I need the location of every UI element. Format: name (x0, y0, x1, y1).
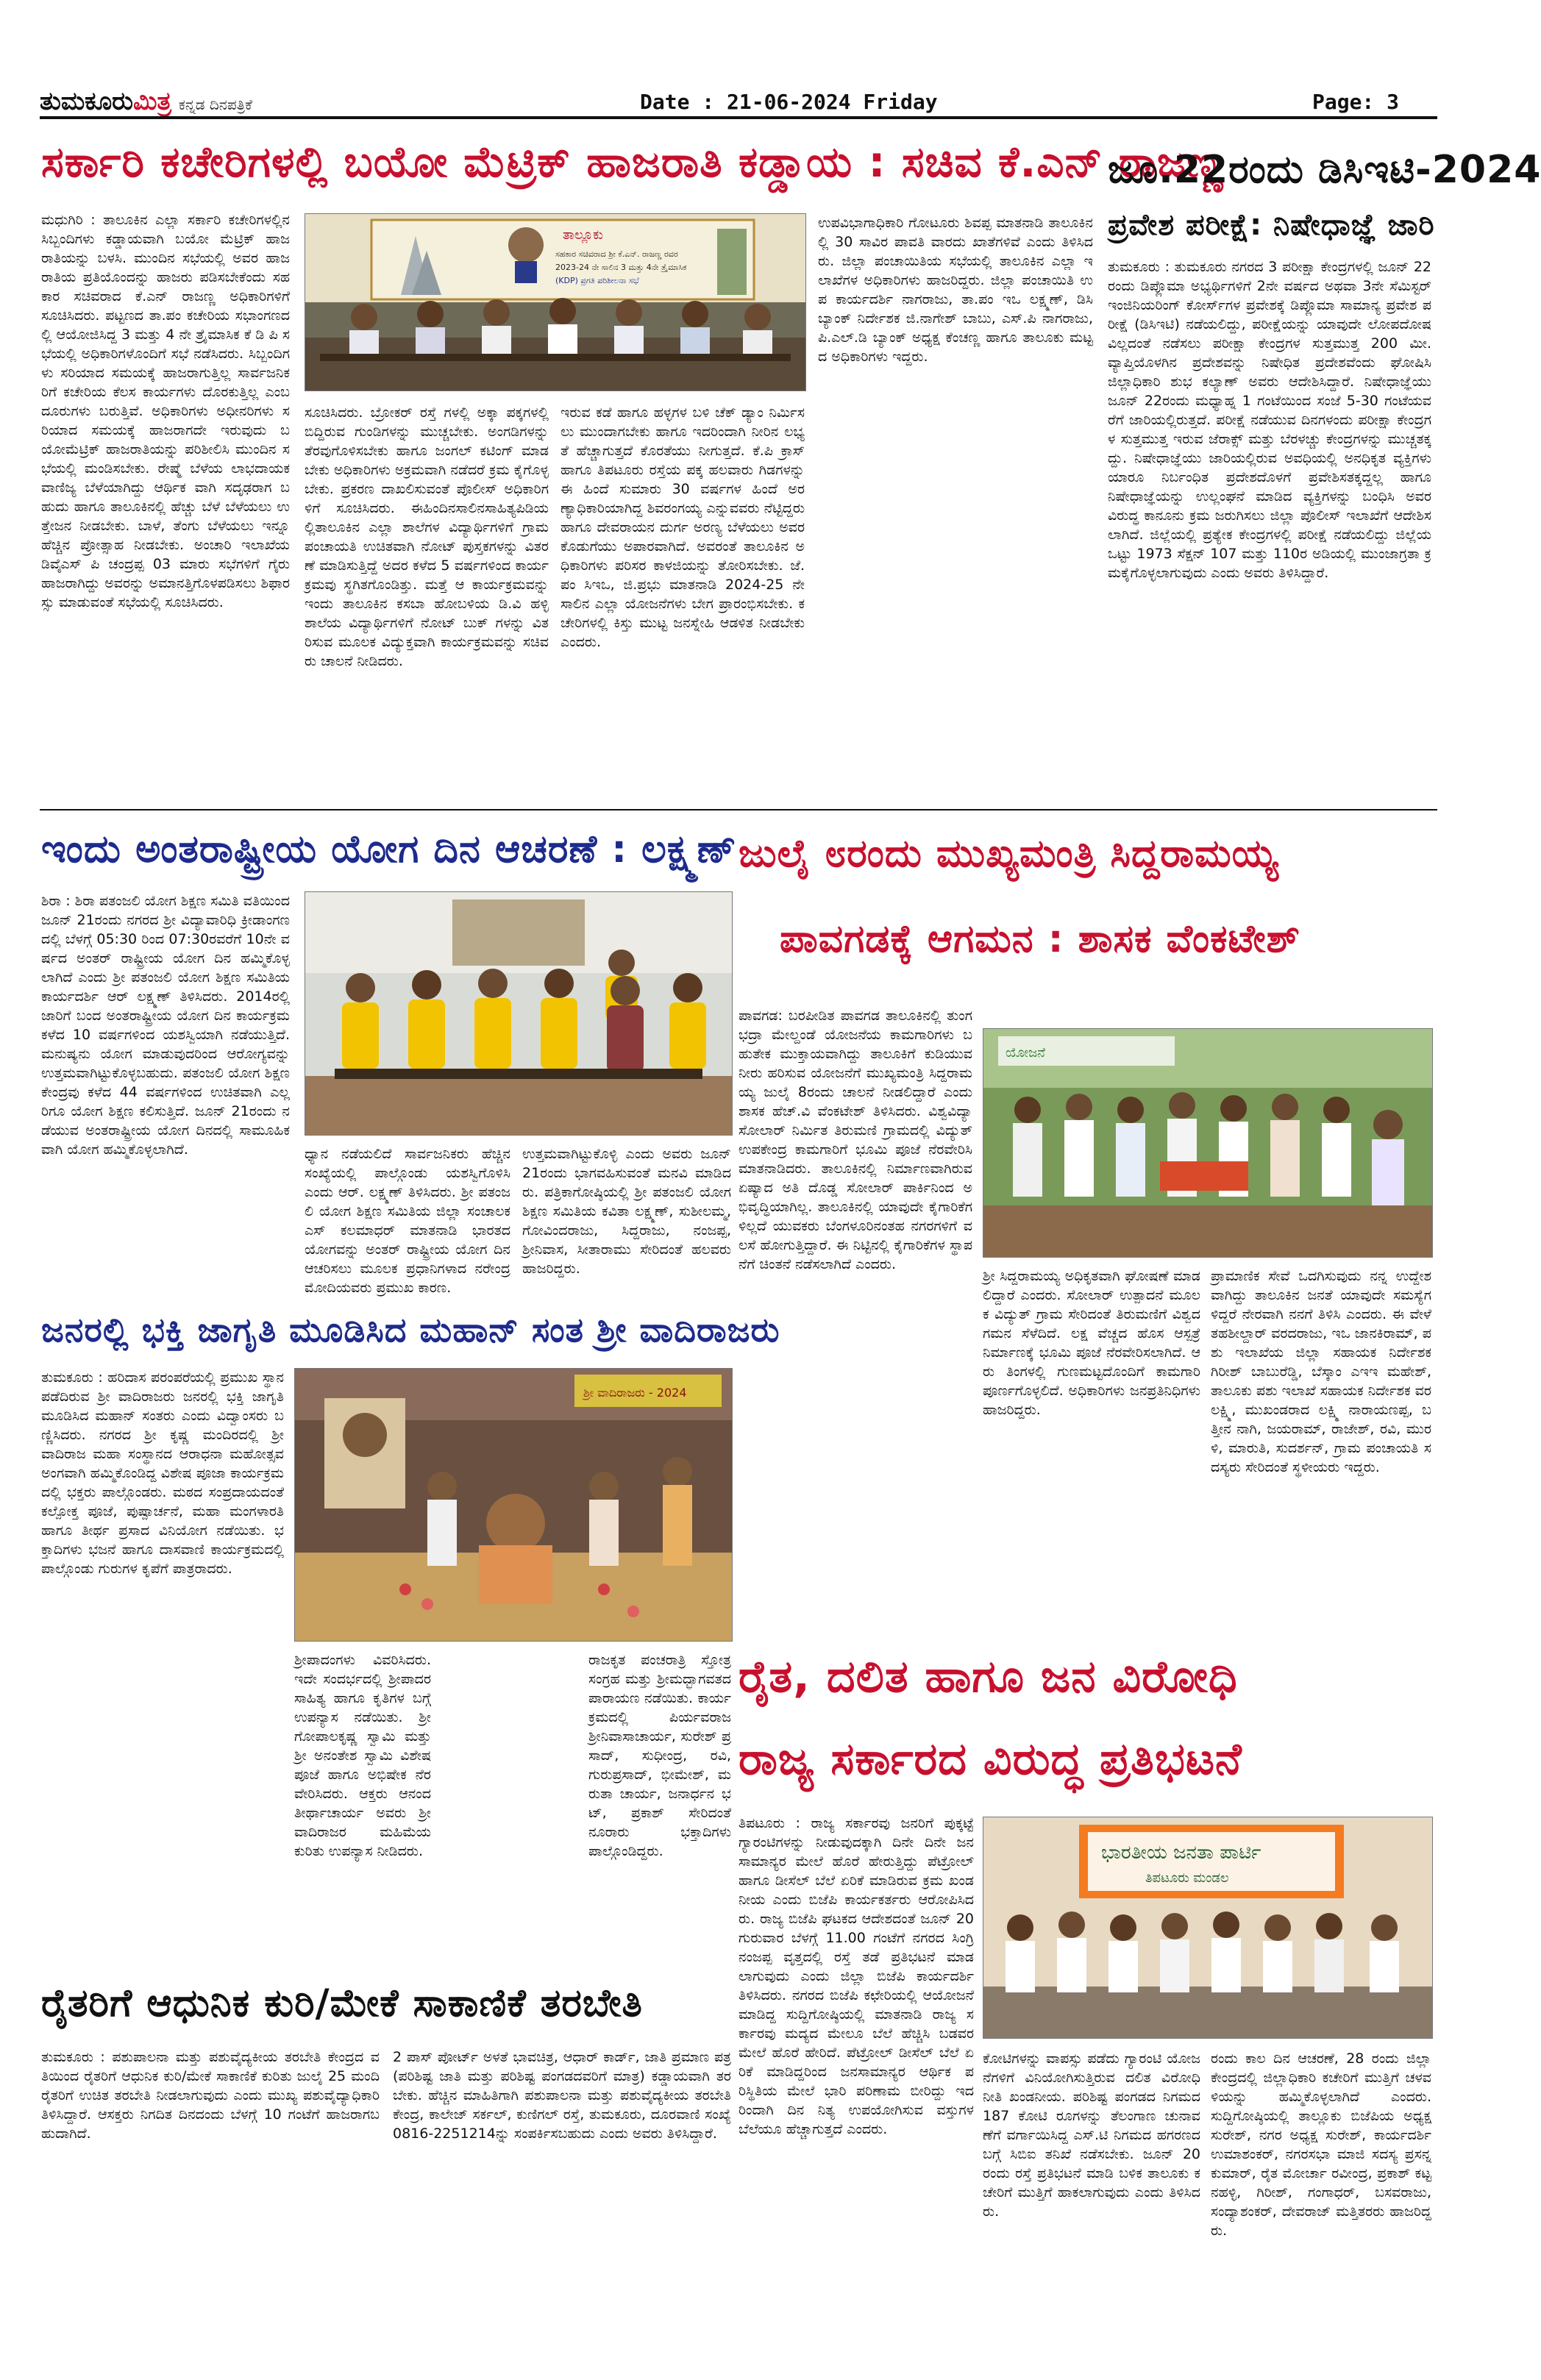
vadiraja-banner-text: ಶ್ರೀ ವಾದಿರಾಜರು - 2024 (583, 1386, 687, 1400)
yoga-group-illustration (305, 892, 732, 1135)
story1-column-3: ಇರುವ ಕಡೆ ಹಾಗೂ ಹಳ್ಳಗಳ ಬಳಿ ಚೆಕ್ ಡ್ಯಾಂ ನಿರ್ಮಿಸಲು ಮುಂದಾಗಬೇಕು ಹಾಗೂ ಇದರಿಂದಾಗಿ ನೀರಿನ ಲಭ್ಯತೆ ಹೆಚ್ಚಾಗುತ್ತದೆ ಕೊರತೆಯು ನೀಗುತ್ತದೆ. ಕೆ.ಪಿ ಕ್ರಾಸ್ ಹಾಗೂ ತಿಪಟೂರು ರಸ್ತೆಯ ಪಕ್ಕ ಹಲವಾರು ಗಿಡಗಳನ್ನು ಈ ಹಿಂದೆ ಸುಮಾರು 30 ವರ್ಷಗಳ ಹಿಂದೆ ಅರಣ್ಯಾಧಿಕಾರಿಯಾಗಿದ್ದ ಶಿವರಂಗಯ್ಯ ಎನ್ನುವವರು ನೆಟ್ಟಿದ್ದರು ಹಾಗೂ ದೇವರಾಯನ ದುರ್ಗ ಅರಣ್ಯ ಬೆಳೆಯಲು ಅವರ ಕೊಡುಗೆಯು ಅಪಾರವಾಗಿದೆ. ಅವರಂತೆ ತಾಲೂಕಿನ ಅಧಿಕಾರಿಗಳು ಪರಿಸರ ಕಾಳಜಿಯನ್ನು ತೋರಿಸಬೇಕು. ಜೆ.ಪಂ ಸಿಇಒ, ಜಿ.ಪ್ರಭು ಮಾತನಾಡಿ 2024-25 ನೇ ಸಾಲಿನ ಎಲ್ಲಾ ಯೋಜನೆಗಳು ಬೇಗ ಪ್ರಾರಂಭಿಸಬೇಕು. ಕಚೇರಿಗಳಲ್ಲಿ ಕಿಸ್ತು ಮುಟ್ಟ ಜನಸ್ನೇಹಿ ಆಡಳಿತ ನೀಡಬೇಕು ಎಂದರು. (560, 405, 805, 650)
story6-headline-2: ರಾಜ್ಯ ಸರ್ಕಾರದ ವಿರುದ್ಧ ಪ್ರತಿಭಟನೆ (739, 1734, 1242, 1785)
story2-body: ತುಮಕೂರು : ತುಮಕೂರು ನಗರದ 3 ಪರೀಕ್ಷಾ ಕೇಂದ್ರಗಳಲ್ಲಿ ಜೂನ್ 22ರಂದು ಡಿಪ್ಲೊಮಾ ಅಭ್ಯರ್ಥಿಗಳಿಗೆ 2ನೇ ವರ್ಷದ ಅಥವಾ 3ನೇ ಸೆಮಿಸ್ಟರ್ ಇಂಜಿನಿಯರಿಂಗ್ ಕೋರ್ಸ್‌ಗಳ ಪ್ರವೇಶಕ್ಕೆ ಡಿಪ್ಲೊಮಾ ಸಾಮಾನ್ಯ ಪ್ರವೇಶ ಪರೀಕ್ಷೆ (ಡಿಸಿಇಟಿ) ನಡೆಯಲಿದ್ದು, ಪರೀಕ್ಷೆಯನ್ನು ಯಾವುದೇ ಲೋಪದೋಷವಿಲ್ಲದಂತೆ ನಡೆಸಲು ಪರೀಕ್ಷಾ ಕೇಂದ್ರಗಳ ಸುತ್ತಮುತ್ತ 200 ಮೀ. ವ್ಯಾಪ್ತಿಯೊಳಗಿನ ಪ್ರದೇಶವನ್ನು ನಿಷೇಧಿತ ಪ್ರದೇಶವೆಂದು ಘೋಷಿಸಿ ಜಿಲ್ಲಾಧಿಕಾರಿ ಶುಭ ಕಲ್ಯಾಣ್ ಅವರು ಆದೇಶಿಸಿದ್ದಾರೆ. ನಿಷೇಧಾಜ್ಞೆಯು ಜೂನ್ 22ರಂದು ಮಧ್ಯಾಹ್ನ 1 ಗಂಟೆಯಿಂದ ಸಂಜೆ 5-30 ಗಂಟೆಯವರೆಗೆ ಜಾರಿಯಲ್ಲಿರುತ್ತದೆ. ಪರೀಕ್ಷೆ ನಡೆಯುವ ದಿನಗಳಂದು ಪರೀಕ್ಷಾ ಕೇಂದ್ರಗಳ ಸುತ್ತಮುತ್ತ ಇರುವ ಜೆರಾಕ್ಸ್ ಮತ್ತು ಬೆರಳಚ್ಚು ಕೇಂದ್ರಗಳನ್ನು ಮುಚ್ಚತಕ್ಕದ್ದು. ನಿಷೇಧಾಜ್ಞೆಯು ಜಾರಿಯಲ್ಲಿರುವ ಅವಧಿಯಲ್ಲಿ ಅನಧಿಕೃತ ವ್ಯಕ್ತಿಗಳು ಯಾರೂ ನಿರ್ಬಂಧಿತ ಪ್ರದೇಶದೊಳಗೆ ಪ್ರವೇಶಿಸತಕ್ಕದ್ದಲ್ಲ ಹಾಗೂ ನಿಷೇಧಾಜ್ಞೆಯನ್ನು ಉಲ್ಲಂಘನೆ ಮಾಡಿದ ವ್ಯಕ್ತಿಗಳನ್ನು ಬಂಧಿಸಿ ಅವರ ವಿರುದ್ಧ ಕಾನೂನು ಕ್ರಮ ಜರುಗಿಸಲು ಜಿಲ್ಲಾ ಪೊಲೀಸ್ ಇಲಾಖೆಗೆ ಆದೇಶಿಸಲಾಗಿದೆ. ಜಿಲ್ಲೆಯಲ್ಲಿ ಪ್ರತ್ಯೇಕ ಕೇಂದ್ರಗಳಲ್ಲಿ ಪರೀಕ್ಷೆ ನಡೆಯಲಿದ್ದು ಜಿಲ್ಲೆಯ ಒಟ್ಟು 1973 ಸೆಕ್ಷನ್ 107 ಮತ್ತು 110ರ ಅಡಿಯಲ್ಲಿ ಮುಂಜಾಗ್ರತಾ ಕ್ರಮಕೈಗೊಳ್ಳಲಾಗುವುದು ಎಂದು ಅವರು ತಿಳಿಸಿದ್ದಾರೆ. (1108, 259, 1431, 581)
masthead-logo (40, 87, 252, 116)
story1-column-2: ಸೂಚಿಸಿದರು. ಬ್ರೋಕರ್ ರಸ್ತೆ ಗಳಲ್ಲಿ ಅಕ್ಕಾ ಪಕ್ಕಗಳಲ್ಲಿ ಬಿದ್ದಿರುವ ಗುಂಡಿಗಳನ್ನು ಮುಚ್ಚಬೇಕು. ಅಂಗಡಿಗಳನ್ನು ತೆರವುಗೊಳಿಸಬೇಕು ಹಾಗೂ ಜಂಗಲ್ ಕಟಿಂಗ್ ಮಾಡಬೇಕು ಅಧಿಕಾರಿಗಳು ಅಕ್ರಮವಾಗಿ ನಡೆದರೆ ಕ್ರಮ ಕೈಗೊಳ್ಳಬೇಕು. ಪ್ರಕರಣ ದಾಖಲಿಸುವಂತೆ ಪೊಲೀಸ್ ಅಧಿಕಾರಿಗಳಿಗೆ ಸೂಚಿಸಿದರು. ಈಹಿಂದಿನಸಾಲಿನಸಾಹಿತ್ಯಪಿಡಿಯಲ್ಲಿತಾಲೂಕಿನ ಎಲ್ಲಾ ಶಾಲೆಗಳ ವಿದ್ಯಾರ್ಥಿಗಳಿಗೆ ಗ್ರಾಮ ಪಂಚಾಯತಿ ಉಚಿತವಾಗಿ ನೋಟ್ ಪುಸ್ತಕಗಳನ್ನು ವಿತರಣೆ ಮಾಡಿಸುತ್ತಿದ್ದೆ ಅದರ ಕಳೆದ 5 ವರ್ಷಗಳಿಂದ ಕಾರ್ಯಕ್ರಮವು ಸ್ಥಗಿತಗೊಂಡಿತ್ತು. ಮತ್ತೆ ಆ ಕಾರ್ಯಕ್ರಮವನ್ನು ಇಂದು ತಾಲೂಕಿನ ಕಸಬಾ ಹೋಬಳಿಯ ಡಿ.ವಿ ಹಳ್ಳಿ ಶಾಲೆಯ ವಿದ್ಯಾರ್ಥಿಗಳಿಗೆ ನೋಟ್ ಬುಕ್ ಗಳನ್ನು ವಿತರಿಸುವ ಮೂಲಕ ವಿದ್ಯುಕ್ತವಾಗಿ ಕಾರ್ಯಕ್ರಮವನ್ನು ಸಚಿವರು ಚಾಲನೆ ನೀಡಿದರು. (305, 405, 549, 669)
vadiraja-pooja-illustration (295, 1369, 732, 1641)
story4-column-1: ಪಾವಗಡ: ಬರಪೀಡಿತ ಪಾವಗಡ ತಾಲೂಕಿನಲ್ಲಿ ತುಂಗಭದ್ರಾ ಮೇಲ್ದಂಡೆ ಯೋಜನೆಯ ಕಾಮಗಾರಿಗಳು ಬಹುತೇಕ ಮುಕ್ತಾಯವಾಗಿದ್ದು ತಾಲೂಕಿಗೆ ಕುಡಿಯುವ ನೀರು ಹರಿಸುವ ಯೋಜನೆಗೆ ಮುಖ್ಯಮಂತ್ರಿ ಸಿದ್ದರಾಮಯ್ಯ ಜುಲೈ 8ರಂದು ಚಾಲನೆ ನೀಡಲಿದ್ದಾರೆ ಎಂದು ಶಾಸಕ ಹೆಚ್.ವಿ ವೆಂಕಟೇಶ್ ತಿಳಿಸಿದರು. ವಿಶ್ವವಿದ್ಯಾ ಸೋಲಾರ್ ನಿರ್ಮಿತ ತಿರುಮಣಿ ಗ್ರಾಮದಲ್ಲಿ ವಿದ್ಯುತ್ ಉಪಕೇಂದ್ರ ಕಾಮಗಾರಿಗೆ ಭೂಮಿ ಪೂಜೆ ನೆರವೇರಿಸಿ ಮಾತನಾಡಿದರು. ತಾಲೂಕಿನಲ್ಲಿ ನಿರ್ಮಾಣವಾಗಿರುವ ಏಷ್ಯಾದ ಅತಿ ದೊಡ್ಡ ಸೋಲಾರ್ ಪಾರ್ಕಿನಿಂದ ಅಭಿವೃದ್ಧಿಯಾಗಿಲ್ಲ. ತಾಲೂಕಿನಲ್ಲಿ ಯಾವುದೇ ಕೈಗಾರಿಕೆಗಳಿಲ್ಲದೆ ಯುವಕರು ಬೆಂಗಳೂರಿನಂತಹ ನಗರಗಳಿಗೆ ವಲಸೆ ಹೋಗುತ್ತಿದ್ದಾರೆ. ಈ ನಿಟ್ಟಿನಲ್ಲಿ ಕೈಗಾರಿಕೆಗಳ ಸ್ಥಾಪನೆಗೆ ಚಿಂತನೆ ನಡೆಸಲಾಗಿದೆ ಎಂದರು. (739, 1008, 972, 1272)
story7-column-2: 2 ಪಾಸ್ ಪೋರ್ಟ್ ಅಳತೆ ಭಾವಚಿತ್ರ, ಆಧಾರ್ ಕಾರ್ಡ್, ಜಾತಿ ಪ್ರಮಾಣ ಪತ್ರ (ಪರಿಶಿಷ್ಟ ಜಾತಿ ಮತ್ತು ಪರಿಶಿಷ್ಟ ಪಂಗಡದವರಿಗೆ ಮಾತ್ರ) ಕಡ್ಡಾಯವಾಗಿ ತರಬೇಕು. ಹೆಚ್ಚಿನ ಮಾಹಿತಿಗಾಗಿ ಪಶುಪಾಲನಾ ಮತ್ತು ಪಶುವೈದ್ಯಕೀಯ ತರಬೇತಿ ಕೇಂದ್ರ, ಕಾಲೇಜ್ ಸರ್ಕಲ್, ಕುಣಿಗಲ್ ರಸ್ತೆ, ತುಮಕೂರು, ದೂರವಾಣಿ ಸಂಖ್ಯೆ 0816-2251214ನ್ನು ಸಂಪರ್ಕಿಸಬಹುದು ಎಂದು ಅವರು ತಿಳಿಸಿದ್ದಾರೆ. (393, 2049, 731, 2142)
story5-column-3: ರಾಜಕೃತ ಪಂಚರಾತ್ರಿ ಸ್ತೋತ್ರ ಸಂಗ್ರಹ ಮತ್ತು ಶ್ರೀಮದ್ಭಾಗವತದ ಪಾರಾಯಣ ನಡೆಯಿತು. ಕಾರ್ಯಕ್ರಮದಲ್ಲಿ ಪಿರ್ಯವರಾಜ ಶ್ರೀನಿವಾಸಾಚಾರ್ಯ, ಸುರೇಶ್ ಪ್ರಸಾದ್, ಸುಧೀಂದ್ರ, ರವಿ, ಗುರುಪ್ರಸಾದ್, ಭೀಮೇಶ್, ಮರುತಾ ಚಾರ್ಯ, ಜನಾರ್ಧನ ಭಟ್, ಪ್ರಕಾಶ್ ಸೇರಿದಂತೆ ನೂರಾರು ಭಕ್ತಾದಿಗಳು ಪಾಲ್ಗೊಂಡಿದ್ದರು. (588, 1652, 731, 1859)
pavagada-ceremony-illustration (983, 1029, 1432, 1257)
story3-column-1: ಶಿರಾ : ಶಿರಾ ಪತಂಜಲಿ ಯೋಗ ಶಿಕ್ಷಣ ಸಮಿತಿ ವತಿಯಿಂದ ಜೂನ್ 21ರಂದು ನಗರದ ಶ್ರೀ ವಿದ್ಯಾವಾರಿಧಿ ಕ್ರೀಡಾಂಗಣದಲ್ಲಿ ಬೆಳಗ್ಗೆ 05:30 ರಿಂದ 07:30ರವರೆಗೆ 10ನೇ ವರ್ಷದ ಅಂತರ್ ರಾಷ್ಟ್ರೀಯ ಯೋಗ ದಿನ ಹಮ್ಮಿಕೊಳ್ಳಲಾಗಿದೆ ಎಂದು ಶ್ರೀ ಪತಂಜಲಿ ಯೋಗ ಶಿಕ್ಷಣ ಸಮಿತಿಯ ಕಾರ್ಯದರ್ಶಿ ಆರ್ ಲಕ್ಷ್ಮಣ್ ತಿಳಿಸಿದರು. 2014ರಲ್ಲಿ ಜಾರಿಗೆ ಬಂದ ಅಂತರಾಷ್ಟ್ರೀಯ ಯೋಗ ದಿನ ಕಾರ್ಯಕ್ರಮ ಕಳೆದ 10 ವರ್ಷಗಳಿಂದ ಯಶಸ್ವಿಯಾಗಿ ನಡೆಯುತ್ತಿದೆ. ಮನುಷ್ಯನು ಯೋಗ ಮಾಡುವುದರಿಂದ ಆರೋಗ್ಯವನ್ನು ಉತ್ತಮವಾಗಿಟ್ಟುಕೊಳ್ಳಬಹುದು. ಪತಂಜಲಿ ಯೋಗ ಶಿಕ್ಷಣ ಕೇಂದ್ರವು ಕಳೆದ 44 ವರ್ಷಗಳಿಂದ ಉಚಿತವಾಗಿ ಎಲ್ಲರಿಗೂ ಯೋಗ ಶಿಕ್ಷಣ ಕಲಿಸುತ್ತಿದೆ. ಜೂನ್ 21ರಂದು ನಡೆಯುವ ಅಂತರಾಷ್ಟ್ರೀಯ ಯೋಗ ದಿನದಲ್ಲಿ ಸಾಮೂಹಿಕವಾಗಿ ಯೋಗ ಹಮ್ಮಿಕೊಳ್ಳಲಾಗಿದೆ. (41, 893, 290, 1158)
story1-column-1: ಮಧುಗಿರಿ : ತಾಲೂಕಿನ ಎಲ್ಲಾ ಸರ್ಕಾರಿ ಕಚೇರಿಗಳಲ್ಲಿನ ಸಿಬ್ಬಂದಿಗಳು ಕಡ್ಡಾಯವಾಗಿ ಬಯೋ ಮೆಟ್ರಿಕ್ ಹಾಜರಾತಿಯನ್ನು ಬಳಸಿ. ಮುಂದಿನ ಸಭೆಯಲ್ಲಿ ಅವರ ಹಾಜರಾತಿಯ ಪ್ರತಿಯೊಂದನ್ನು ಹಾಜರು ಪಡಿಸಬೇಕೆಂದು ಸಹಕಾರ ಸಚಿವರಾದ ಕೆ.ಎನ್ ರಾಜಣ್ಣ ಅಧಿಕಾರಿಗಳಿಗೆ ಸೂಚಿಸಿದರು. ಪಟ್ಟಣದ ತಾ.ಪಂ ಕಚೇರಿಯ ಸಭಾಂಗಣದಲ್ಲಿ ಆಯೋಜಿಸಿದ್ದ 3 ಮತ್ತು 4 ನೇ ತ್ರೈಮಾಸಿಕ ಕೆ ಡಿ ಪಿ ಸಭೆಯಲ್ಲಿ ಅಧಿಕಾರಿಗಳೊಂದಿಗೆ ಸಭೆ ನಡೆಸಿದರು. ಸಿಬ್ಬಂದಿಗಳು ಸರಿಯಾದ ಸಮಯಕ್ಕೆ ಹಾಜರಾಗುತ್ತಿಲ್ಲ ಸಾರ್ವಜನಿಕರಿಗೆ ಕಚೇರಿಯ ಕೆಲಸ ಕಾರ್ಯಗಳು ದೊರಕುತ್ತಿಲ್ಲ ಎಂಬ ದೂರುಗಳು ಬರುತ್ತಿವೆ. ಅಧಿಕಾರಿಗಳು ಅಧೀನರಿಗಳು ಸರಿಯಾದ ಸಮಯಕ್ಕೆ ಹಾಜರಾಗದೇ ಇರುವುದು ಬಯೋಮೆಟ್ರಿಕ್ ಹಾಜರಾತಿಯನ್ನು ಪರಿಶೀಲಿಸಿ ಮುಂದಿನ ಸಭೆಯಲ್ಲಿ ಮಂಡಿಸಬೇಕು. ರೇಷ್ಮೆ ಬೆಳೆಯ ಲಾಭದಾಯಕ ವಾಣಿಜ್ಯ ಬೆಳೆಯಾಗಿದ್ದು ಆರ್ಥಿಕ ವಾಗಿ ಸದೃಢರಾಗ ಬಹುದು ಹಾಗೂ ತಾಲೂಕಿನಲ್ಲಿ ಹೆಚ್ಚು ಬೆಳೆ ಬೆಳೆಯಲು ಉತ್ತೇಜನ ನೀಡಬೇಕು. ಬಾಳೆ, ತೆಂಗು ಬೆಳೆಯಲು ಇನ್ನೂ ಹೆಚ್ಚಿನ ಪ್ರೋತ್ಸಾಹ ನೀಡಬೇಕು. ಅಂಚಾರಿ ಇಲಾಖೆಯ ಡಿವೈಎಸ್ ಪಿ ಚಂದ್ರಪ್ಪ 03 ಮಾರು ಸಭೆಗಳಿಗೆ ಗೈರು ಹಾಜರಾಗಿದ್ದು ಅವರನ್ನು ಅಮಾನತ್ತಿಗೊಳಪಡಿಸಲು ಶಿಫಾರಸ್ಸು ಮಾಡುವಂತೆ ಸಭೆಯಲ್ಲಿ ಸೂಚಿಸಿದರು. (41, 212, 290, 610)
story4-column-2: ಶ್ರೀ ಸಿದ್ದರಾಮಯ್ಯ ಅಧಿಕೃತವಾಗಿ ಘೋಷಣೆ ಮಾಡಲಿದ್ದಾರೆ ಎಂದರು. ಸೋಲಾರ್ ಉತ್ಪಾದನೆ ಮೂಲಕ ವಿದ್ಯುತ್ ಗ್ರಾಮ ಸೇರಿದಂತೆ ತಿರುಮಣಿಗೆ ವಿಶ್ವದ ಗಮನ ಸೆಳೆದಿದೆ. ಲಕ್ಷ ವೆಚ್ಚದ ಹೊಸ ಆಸ್ಪತ್ರೆ ನಿರ್ಮಾಣಕ್ಕೆ ಭೂಮಿ ಪೂಜೆ ನೆರವೇರಿಸಲಾಗಿದೆ. ಆರು ತಿಂಗಳಲ್ಲಿ ಗುಣಮಟ್ಟದೊಂದಿಗೆ ಕಾಮಗಾರಿ ಪೂರ್ಣಗೊಳ್ಳಲಿದೆ. ಅಧಿಕಾರಿಗಳು ಜನಪ್ರತಿನಿಧಿಗಳು ಹಾಜರಿದ್ದರು. (983, 1268, 1200, 1418)
story5-column-2b (441, 1650, 578, 1961)
bjp-press-meet-photo (983, 1817, 1433, 2039)
story2-headline-1: ಜೂ.22ರಂದು ಡಿಸಿಇಟಿ-2024 (1108, 148, 1541, 192)
story4-column-3: ಪ್ರಾಮಾಣಿಕ ಸೇವೆ ಒದಗಿಸುವುದು ನನ್ನ ಉದ್ದೇಶವಾಗಿದ್ದು ತಾಲೂಕಿನ ಜನತೆ ಯಾವುದೇ ಸಮಸ್ಯೆಗಳಿದ್ದರೆ ನೇರವಾಗಿ ನನಗೆ ತಿಳಿಸಿ ಎಂದರು. ಈ ವೇಳೆ ತಹಶೀಲ್ದಾರ್ ವರದರಾಜು, ಇಒ ಜಾನಕಿರಾಮ್, ಪಶು ಇಲಾಖೆಯ ಜಿಲ್ಲಾ ಸಹಾಯಕ ನಿರ್ದೇಶಕ ಗಿರೀಶ್ ಬಾಬುರೆಡ್ಡಿ, ಬೆಸ್ಕಾಂ ಎಇಇ ಮಹೇಶ್, ತಾಲೂಕು ಪಶು ಇಲಾಖೆ ಸಹಾಯಕ ನಿರ್ದೇಶಕ ವರಲಕ್ಷ್ಮಿ, ಮುಖಂಡರಾದ ಲಕ್ಷ್ಮಿ ನಾರಾಯಣಪ್ಪ, ಬತ್ತೀನ ನಾಗಿ, ಜಯರಾಮ್, ರಾಜೇಶ್, ರವಿ, ಮುರಳಿ, ಮಾರುತಿ, ಸುದರ್ಶನ್, ಗ್ರಾಮ ಪಂಚಾಯತಿ ಸದಸ್ಯರು ಸೇರಿದಂತೆ ಸ್ಥಳೀಯರು ಇದ್ದರು. (1211, 1268, 1431, 1475)
story6-headline-1: ರೈತ, ದಲಿತ ಹಾಗೂ ಜನ ವಿರೋಧಿ (739, 1651, 1238, 1703)
bjp-banner-subtitle: ತಿಪಟೂರು ಮಂಡಲ (1145, 1870, 1229, 1886)
story3-headline: ಇಂದು ಅಂತರಾಷ್ಟ್ರೀಯ ಯೋಗ ದಿನ ಆಚರಣೆ : ಲಕ್ಷ್ಮಣ್ (41, 827, 737, 872)
kdp-banner-title: ತಾಲ್ಲೂಕು (563, 227, 604, 243)
logo-text-accent: ಮಿತ್ರ (132, 87, 171, 116)
story3-column-3: ಉತ್ತಮವಾಗಿಟ್ಟುಕೊಳ್ಳಿ ಎಂದು ಅವರು ಜೂನ್ 21ರಂದು ಭಾಗವಹಿಸುವಂತೆ ಮನವಿ ಮಾಡಿದರು. ಪತ್ರಿಕಾಗೋಷ್ಠಿಯಲ್ಲಿ ಶ್ರೀ ಪತಂಜಲಿ ಯೋಗ ಶಿಕ್ಷಣ ಸಮಿತಿಯ ಕವಿತಾ ಲಕ್ಷ್ಮಣ್, ಸುಶೀಲಮ್ಮ, ಗೋವಿಂದರಾಜು, ಸಿದ್ದರಾಜು, ನಂಜಪ್ಪ, ಶ್ರೀನಿವಾಸ, ಸೀತಾರಾಮು ಸೇರಿದಂತೆ ಹಲವರು ಹಾಜರಿದ್ದರು. (522, 1146, 731, 1277)
story6-column-3: ರಂದು ಕಾಲ ದಿನ ಆಚರಣೆ, 28 ರಂದು ಜಿಲ್ಲಾ ಕೇಂದ್ರದಲ್ಲಿ ಜಿಲ್ಲಾಧಿಕಾರಿ ಕಚೇರಿಗೆ ಮುತ್ತಿಗೆ ಚಳವಳಿಯನ್ನು ಹಮ್ಮಿಕೊಳ್ಳಲಾಗಿದೆ ಎಂದರು. ಸುದ್ದಿಗೋಷ್ಠಿಯಲ್ಲಿ ತಾಲ್ಲೂಕು ಬಿಜೆಪಿಯ ಅಧ್ಯಕ್ಷ ಸುರೇಶ್, ನಗರ ಅಧ್ಯಕ್ಷ ಸುರೇಶ್, ಕಾರ್ಯದರ್ಶಿ ಉಮಾಶಂಕರ್, ನಗರಸಭಾ ಮಾಜಿ ಸದಸ್ಯ ಪ್ರಸನ್ನಕುಮಾರ್, ರೈತ ಮೋರ್ಚಾ ರವೀಂದ್ರ, ಪ್ರಕಾಶ್ ಕಟ್ಟನಹಳ್ಳಿ, ಗಿರೀಶ್, ಗಂಗಾಧರ್, ಬಸವರಾಜು, ಸಂದ್ಯಾಶಂಕರ್, ದೇವರಾಜ್ ಮತ್ತಿತರರು ಹಾಜರಿದ್ದರು. (1211, 2051, 1431, 2239)
story4-headline-2: ಪಾವಗಡಕ್ಕೆ ಆಗಮನ : ಶಾಸಕ ವೆಂಕಟೇಶ್ (780, 917, 1300, 961)
logo-text: ತುಮಕೂರು (40, 87, 133, 116)
issue-date: Date : 21-06-2024 Friday (640, 90, 938, 114)
story2-headline-2: ಪ್ರವೇಶ ಪರೀಕ್ಷೆ: ನಿಷೇಧಾಜ್ಞೆ ಜಾರಿ (1108, 208, 1435, 242)
kdp-meeting-illustration (305, 214, 805, 391)
story6-column-2: ಕೋಟಿಗಳನ್ನು ವಾಪಸ್ಸು ಪಡೆದು ಗ್ಯಾರಂಟಿ ಯೋಜನೆಗಳಿಗೆ ವಿನಿಯೋಗಿಸುತ್ತಿರುವ ದಲಿತ ವಿರೋಧಿ ನೀತಿ ಖಂಡನೀಯ. ಪರಿಶಿಷ್ಟ ಪಂಗಡದ ನಿಗಮದ 187 ಕೋಟಿ ರೂಗಳನ್ನು ತೆಲಂಗಾಣ ಚುನಾವಣೆಗೆ ವರ್ಗಾಯಿಸಿದ್ದ ಎಸ್.ಟಿ ನಿಗಮದ ಹಗರಣದ ಬಗ್ಗೆ ಸಿಬಿಐ ತನಿಖೆ ನಡೆಸಬೇಕು. ಜೂನ್ 20 ರಂದು ರಸ್ತೆ ಪ್ರತಿಭಟನೆ ಮಾಡಿ ಬಳಿಕ ತಾಲೂಕು ಕಚೇರಿಗೆ ಮುತ್ತಿಗೆ ಹಾಕಲಾಗುವುದು ಎಂದು ತಿಳಿಸಿದರು. (983, 2051, 1200, 2220)
story5-headline: ಜನರಲ್ಲಿ ಭಕ್ತಿ ಜಾಗೃತಿ ಮೂಡಿಸಿದ ಮಹಾನ್ ಸಂತ ಶ್ರೀ ವಾದಿರಾಜರು (41, 1310, 780, 1350)
story1-headline: ಸರ್ಕಾರಿ ಕಚೇರಿಗಳಲ್ಲಿ ಬಯೋ ಮೆಟ್ರಿಕ್ ಹಾಜರಾತಿ ಕಡ್ಡಾಯ : ಸಚಿವ ಕೆ.ಎನ್ ರಾಜಣ್ಣ (41, 137, 1224, 187)
logo-tagline: ಕನ್ನಡ ದಿನಪತ್ರಿಕೆ (178, 96, 252, 113)
page-number: Page: 3 (1312, 90, 1400, 114)
vadiraja-pooja-photo (294, 1368, 733, 1642)
pavagada-ceremony-photo (983, 1028, 1433, 1258)
pavagada-banner-text: ಯೋಜನೆ (1006, 1045, 1045, 1061)
section-divider (40, 809, 1437, 810)
story4-headline-1: ಜುಲೈ ೮ರಂದು ಮುಖ್ಯಮಂತ್ರಿ ಸಿದ್ದರಾಮಯ್ಯ (739, 832, 1279, 876)
bjp-press-meet-illustration (983, 1817, 1432, 2038)
kdp-banner-line-1: ಸಹಕಾರ ಸಚಿವರಾದ ಶ್ರೀ ಕೆ.ಎನ್. ರಾಜಣ್ಣ ರವರ (555, 249, 678, 259)
kdp-meeting-photo (305, 213, 806, 391)
yoga-group-photo (305, 891, 733, 1136)
story3-column-2: ಧ್ಯಾನ ನಡೆಯಲಿದೆ ಸಾರ್ವಜನಿಕರು ಹೆಚ್ಚಿನ ಸಂಖ್ಯೆಯಲ್ಲಿ ಪಾಲ್ಗೊಂಡು ಯಶಸ್ವಿಗೊಳಿಸಿ ಎಂದು ಆರ್. ಲಕ್ಷ್ಮಣ್ ತಿಳಿಸಿದರು. ಶ್ರೀ ಪತಂಜಲಿ ಯೋಗ ಶಿಕ್ಷಣ ಸಮಿತಿಯ ಜಿಲ್ಲಾ ಸಂಚಾಲಕ ಎಸ್ ಕಲಮಾಧರ್ ಮಾತನಾಡಿ ಭಾರತದ ಯೋಗವನ್ನು ಅಂತರ್ ರಾಷ್ಟ್ರೀಯ ಯೋಗ ದಿನ ಆಚರಿಸಲು ಮೂಲಕ ಪ್ರಧಾನಿಗಳಾದ ನರೇಂದ್ರ ಮೋದಿಯವರು ಪ್ರಮುಖ ಕಾರಣ. (305, 1146, 510, 1296)
story7-headline: ರೈತರಿಗೆ ಆಧುನಿಕ ಕುರಿ/ಮೇಕೆ ಸಾಕಾಣಿಕೆ ತರಬೇತಿ (41, 1981, 643, 2026)
kdp-banner-line-2: 2023-24 ನೇ ಸಾಲಿನ 3 ಮತ್ತು 4ನೇ ತ್ರೈಮಾಸಿಕ (555, 263, 687, 272)
story7-column-1: ತುಮಕೂರು : ಪಶುಪಾಲನಾ ಮತ್ತು ಪಶುವೈದ್ಯಕೀಯ ತರಬೇತಿ ಕೇಂದ್ರದ ವತಿಯಿಂದ ರೈತರಿಗೆ ಆಧುನಿಕ ಕುರಿ/ಮೇಕೆ ಸಾಕಾಣಿಕೆ ಕುರಿತು ಜುಲೈ 25 ಮಂದಿ ರೈತರಿಗೆ ಉಚಿತ ತರಬೇತಿ ನೀಡಲಾಗುವುದು ಎಂದು ಮುಖ್ಯ ಪಶುವೈದ್ಯಾಧಿಕಾರಿ ತಿಳಿಸಿದ್ದಾರೆ. ಆಸಕ್ತರು ನಿಗದಿತ ದಿನದಂದು ಬೆಳಗ್ಗೆ 10 ಗಂಟೆಗೆ ಹಾಜರಾಗಬಹುದಾಗಿದೆ. (41, 2049, 380, 2142)
story5-column-1: ತುಮಕೂರು : ಹರಿದಾಸ ಪರಂಪರೆಯಲ್ಲಿ ಪ್ರಮುಖ ಸ್ಥಾನ ಪಡೆದಿರುವ ಶ್ರೀ ವಾದಿರಾಜರು ಜನರಲ್ಲಿ ಭಕ್ತಿ ಜಾಗೃತಿ ಮೂಡಿಸಿದ ಮಹಾನ್ ಸಂತರು ಎಂದು ವಿದ್ವಾಂಸರು ಬಣ್ಣಿಸಿದರು. ನಗರದ ಶ್ರೀ ಕೃಷ್ಣ ಮಂದಿರದಲ್ಲಿ ಶ್ರೀ ವಾದಿರಾಜ ಮಹಾ ಸಂಸ್ಥಾನದ ಆರಾಧನಾ ಮಹೋತ್ಸವ ಅಂಗವಾಗಿ ಹಮ್ಮಿಕೊಂಡಿದ್ದ ವಿಶೇಷ ಪೂಜಾ ಕಾರ್ಯಕ್ರಮದಲ್ಲಿ ಭಕ್ತರು ಪಾಲ್ಗೊಂಡರು. ಮಠದ ಸಂಪ್ರದಾಯದಂತೆ ಕಲ್ಪೋಕ್ತ ಪೂಜೆ, ಪುಷ್ಪಾರ್ಚನೆ, ಮಹಾ ಮಂಗಳಾರತಿ ಹಾಗೂ ತೀರ್ಥ ಪ್ರಸಾದ ವಿನಿಯೋಗ ನಡೆಯಿತು. ಭಕ್ತಾದಿಗಳು ಭಜನೆ ಹಾಗೂ ದಾಸವಾಣಿ ಕಾರ್ಯಕ್ರಮದಲ್ಲಿ ಪಾಲ್ಗೊಂಡು ಗುರುಗಳ ಕೃಪೆಗೆ ಪಾತ್ರರಾದರು. (41, 1369, 284, 1577)
story5-column-2: ಶ್ರೀಪಾದಂಗಳು ವಿವರಿಸಿದರು. ಇದೇ ಸಂದರ್ಭದಲ್ಲಿ ಶ್ರೀಪಾದರ ಸಾಹಿತ್ಯ ಹಾಗೂ ಕೃತಿಗಳ ಬಗ್ಗೆ ಉಪನ್ಯಾಸ ನಡೆಯಿತು. ಶ್ರೀ ಗೋಪಾಲಕೃಷ್ಣ ಸ್ವಾಮಿ ಮತ್ತು ಶ್ರೀ ಅನಂತೇಶ ಸ್ವಾಮಿ ವಿಶೇಷ ಪೂಜೆ ಹಾಗೂ ಅಭಿಷೇಕ ನೆರವೇರಿಸಿದರು. ಆಕ್ತರು ಆನಂದತೀರ್ಥಾಚಾರ್ಯ ಅವರು ಶ್ರೀ ವಾದಿರಾಜರ ಮಹಿಮೆಯ ಕುರಿತು ಉಪನ್ಯಾಸ ನೀಡಿದರು. (294, 1652, 431, 1859)
story6-column-1: ತಿಪಟೂರು : ರಾಜ್ಯ ಸರ್ಕಾರವು ಜನರಿಗೆ ಪುಕ್ಕಟ್ಟೆ ಗ್ಯಾರಂಟಿಗಳನ್ನು ನೀಡುವುದಕ್ಕಾಗಿ ದಿನೇ ದಿನೇ ಜನಸಾಮಾನ್ಯರ ಮೇಲೆ ಹೊರೆ ಹೇರುತ್ತಿದ್ದು ಪೆಟ್ರೋಲ್ ಹಾಗೂ ಡೀಸೆಲ್ ಬೆಲೆ ಏರಿಕೆ ಮಾಡಿರುವ ಕ್ರಮ ಖಂಡನೀಯ ಎಂದು ಬಿಜೆಪಿ ಕಾರ್ಯಕರ್ತರು ಆರೋಪಿಸಿದರು. ರಾಜ್ಯ ಬಿಜೆಪಿ ಘಟಕದ ಆದೇಶದಂತೆ ಜೂನ್ 20 ಗುರುವಾರ ಬೆಳಗ್ಗೆ 11.00 ಗಂಟೆಗೆ ನಗರದ ಸಿಂಗ್ರಿ ನಂಜಪ್ಪ ವೃತ್ತದಲ್ಲಿ ರಸ್ತೆ ತಡೆ ಪ್ರತಿಭಟನೆ ಮಾಡಲಾಗುವುದು ಎಂದು ಜಿಲ್ಲಾ ಬಿಜೆಪಿ ಕಾರ್ಯದರ್ಶಿ ತಿಳಿಸಿದರು. ನಗರದ ಬಿಜೆಪಿ ಕಛೇರಿಯಲ್ಲಿ ಆಯೋಜನೆ ಮಾಡಿದ್ದ ಸುದ್ದಿಗೋಷ್ಠಿಯಲ್ಲಿ ಮಾತನಾಡಿ ರಾಜ್ಯ ಸರ್ಕಾರವು ಮದ್ಯದ ಮೇಲೂ ಬೆಲೆ ಹೆಚ್ಚಿಸಿ ಬಡವರ ಮೇಲೆ ಹೊರೆ ಹೇರಿದೆ. ಪೆಟ್ರೋಲ್ ಡೀಸೆಲ್ ಬೆಲೆ ಏರಿಕೆ ಮಾಡಿದ್ದರಿಂದ ಜನಸಾಮಾನ್ಯರ ಆರ್ಥಿಕ ಪರಿಸ್ಥಿತಿಯ ಮೇಲೆ ಭಾರಿ ಪರಿಣಾಮ ಬೀರಿದ್ದು ಇದರಿಂದಾಗಿ ದಿನ ನಿತ್ಯ ಉಪಯೋಗಿಸುವ ವಸ್ತುಗಳ ಬೆಲೆಯೂ ಹೆಚ್ಚಾಗುತ್ತದೆ ಎಂದರು. (739, 1815, 974, 2137)
kdp-banner-line-3: (KDP) ಪ್ರಗತಿ ಪರಿಶೀಲನಾ ಸಭೆ (555, 276, 639, 285)
bjp-banner-title: ಭಾರತೀಯ ಜನತಾ ಪಾರ್ಟಿ (1101, 1842, 1261, 1864)
story1-column-4: ಉಪವಿಭಾಗಾಧಿಕಾರಿ ಗೋಟೂರು ಶಿವಪ್ಪ ಮಾತನಾಡಿ ತಾಲೂಕಿನಲ್ಲಿ 30 ಸಾವಿರ ಪಾವತಿ ವಾರದು ಖಾತೆಗಳಿವೆ ಎಂದು ತಿಳಿಸಿದರು. ಜಿಲ್ಲಾ ಪಂಚಾಯಿತಿಯ ಸಭೆಯಲ್ಲಿ ತಾಲೂಕಿನ ಎಲ್ಲಾ ಇಲಾಖೆಗಳ ಅಧಿಕಾರಿಗಳು ಹಾಜರಿದ್ದರು. ಜಿಲ್ಲಾ ಪಂಚಾಯಿತಿ ಉಪ ಕಾರ್ಯದರ್ಶಿ ನಾಗರಾಜು, ತಾ.ಪಂ ಇಒ ಲಕ್ಷ್ಮಣ್, ಡಿಸಿ ಬ್ಯಾಂಕ್ ನಿರ್ದೇಶಕ ಜಿ.ನಾಗೇಶ್ ಬಾಬು, ಎಸ್.ಪಿ ನಾಗರಾಜು, ಪಿ.ಎಲ್.ಡಿ ಬ್ಯಾಂಕ್ ಅಧ್ಯಕ್ಷ ಕೆಂಚಣ್ಣ ಹಾಗೂ ತಾಲೂಕು ಮಟ್ಟದ ಅಧಿಕಾರಿಗಳು ಇದ್ದರು. (818, 215, 1093, 365)
masthead-rule (40, 116, 1437, 119)
